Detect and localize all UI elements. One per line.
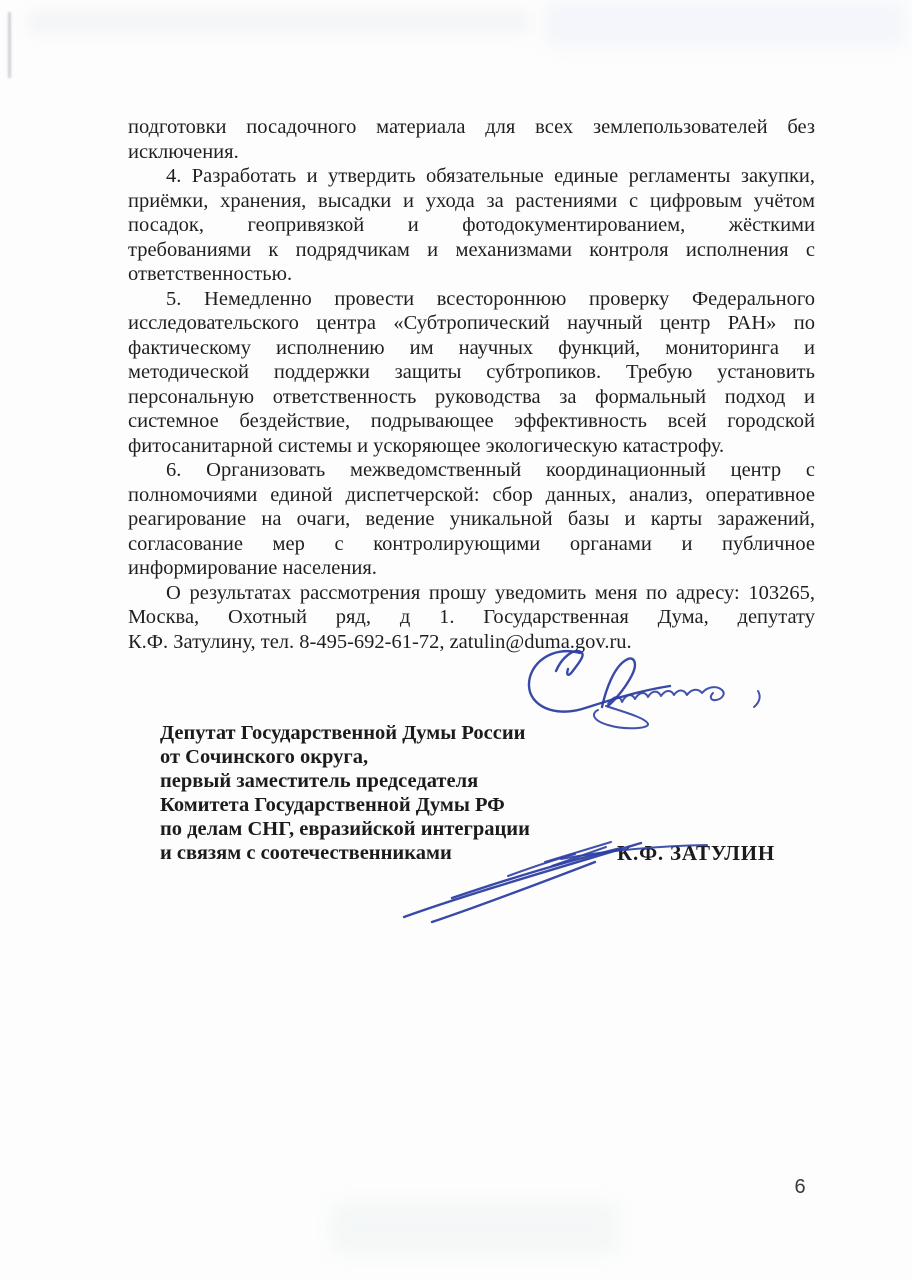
text-line: Москва, Охотный ряд, д 1. Государственная Дума, депутату <box>128 606 815 628</box>
page-number: 6 <box>794 1176 806 1198</box>
text-line: фактическому исполнению им научных функций, мониторинга и <box>128 336 815 359</box>
signer-title-line: по делам СНГ, евразийской интеграции <box>160 818 530 840</box>
signer-title-line: и связям с соотечественниками <box>160 842 452 864</box>
text-line: исключения. <box>128 140 239 163</box>
paragraph <box>128 581 815 655</box>
letter-body <box>128 115 815 654</box>
scan-artifact-top-left <box>28 10 528 34</box>
text-line: 6. Организовать межведомственный координационный центр с <box>166 459 815 481</box>
text-line: информирование населения. <box>128 557 377 579</box>
text-line: К.Ф. Затулину, тел. 8-495-692-61-72, zatulin@duma.gov.ru. <box>128 630 632 653</box>
text-line: посадок, геопривязкой и фотодокументированием, жёсткими <box>128 214 815 236</box>
text-line: методической поддержки защиты субтропиков. Требую установить <box>128 361 815 383</box>
text-line: исследовательского центра «Субтропический научный центр РАН» по <box>128 312 815 334</box>
scan-artifact-top-right <box>545 2 905 46</box>
text-line: согласование мер с контролирующими органами и публичное <box>128 532 815 555</box>
text-line: системное бездействие, подрывающее эффективность всей городской <box>128 410 815 432</box>
signer-name: К.Ф. ЗАТУЛИН <box>617 841 775 865</box>
text-line: 5. Немедленно провести всестороннюю проверку Федерального <box>166 287 815 310</box>
signer-title-line: Депутат Государственной Думы России <box>160 722 526 744</box>
text-line: полномочиями единой диспетчерской: сбор данных, анализ, оперативное <box>128 483 815 506</box>
paragraph <box>128 115 815 164</box>
scan-artifact-left-edge <box>8 12 11 78</box>
signature-block <box>160 721 815 865</box>
signer-title-line: Комитета Государственной Думы РФ <box>160 794 505 816</box>
paragraph <box>128 458 815 581</box>
text-line: требованиями к подрядчикам и механизмами контроля исполнения с <box>128 238 815 261</box>
scan-artifact-bottom <box>330 1202 620 1254</box>
text-line: 4. Разработать и утвердить обязательные единые регламенты закупки, <box>166 165 815 187</box>
signer-title-line: первый заместитель председателя <box>160 770 479 792</box>
text-line: фитосанитарной системы и ускоряющее экологическую катастрофу. <box>128 434 725 457</box>
text-line: приёмки, хранения, высадки и ухода за растениями с цифровым учётом <box>128 189 815 212</box>
signer-title-line: от Сочинского округа, <box>160 746 369 768</box>
text-line: подготовки посадочного материала для всех землепользователей без <box>128 116 815 138</box>
text-line: реагирование на очаги, ведение уникальной базы и карты заражений, <box>128 508 815 530</box>
paragraph <box>128 287 815 459</box>
paragraph <box>128 164 815 287</box>
text-line: ответственностью. <box>128 263 293 285</box>
text-line: О результатах рассмотрения прошу уведомить меня по адресу: 103265, <box>166 581 815 604</box>
text-line: персональную ответственность руководства за формальный подход и <box>128 385 815 408</box>
